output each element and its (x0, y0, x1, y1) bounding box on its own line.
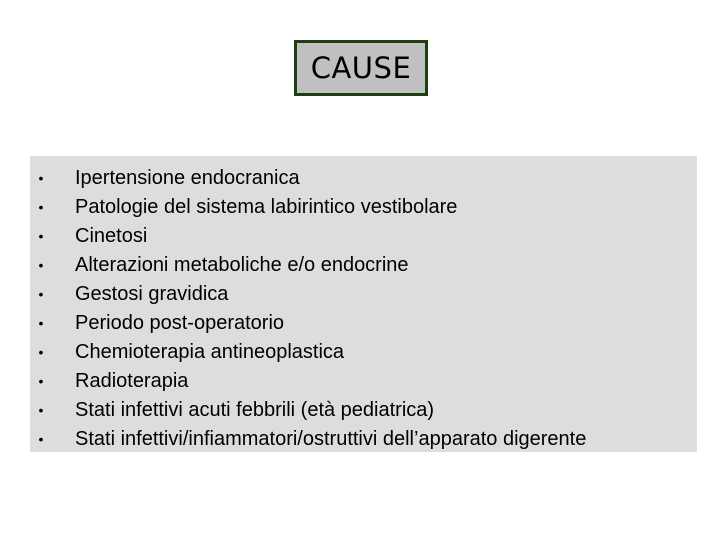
bullet-icon: • (38, 286, 44, 302)
list-item (30, 396, 697, 425)
list-item-text: Periodo post-operatorio (75, 312, 285, 334)
title-box (294, 40, 428, 96)
slide-title: CAUSE (310, 51, 412, 85)
list-item-text: Ipertensione endocranica (75, 167, 300, 189)
list-item (30, 193, 697, 222)
bullet-icon: • (38, 373, 44, 389)
bullet-icon: • (38, 344, 44, 360)
list-item (30, 425, 697, 454)
causes-panel (30, 156, 697, 452)
list-item (30, 309, 697, 338)
list-item-text: Chemioterapia antineoplastica (75, 341, 345, 363)
bullet-icon: • (38, 170, 44, 186)
list-item (30, 222, 697, 251)
list-item (30, 367, 697, 396)
bullet-icon: • (38, 315, 44, 331)
bullet-icon: • (38, 228, 44, 244)
bullet-icon: • (38, 257, 44, 273)
list-item (30, 164, 697, 193)
bullet-icon: • (38, 402, 44, 418)
causes-list (30, 156, 697, 454)
bullet-icon: • (38, 199, 44, 215)
list-item-text: Cinetosi (75, 225, 148, 247)
list-item-text: Patologie del sistema labirintico vestibolare (75, 196, 458, 218)
list-item (30, 338, 697, 367)
list-item-text: Alterazioni metaboliche e/o endocrine (75, 254, 409, 276)
bullet-icon: • (38, 431, 44, 447)
list-item-text: Gestosi gravidica (75, 283, 229, 305)
list-item-text: Stati infettivi acuti febbrili (età pediatrica) (75, 399, 435, 421)
list-item-text: Stati infettivi/infiammatori/ostruttivi dell’apparato digerente (75, 428, 587, 450)
list-item-text: Radioterapia (75, 370, 189, 392)
list-item (30, 251, 697, 280)
list-item (30, 280, 697, 309)
